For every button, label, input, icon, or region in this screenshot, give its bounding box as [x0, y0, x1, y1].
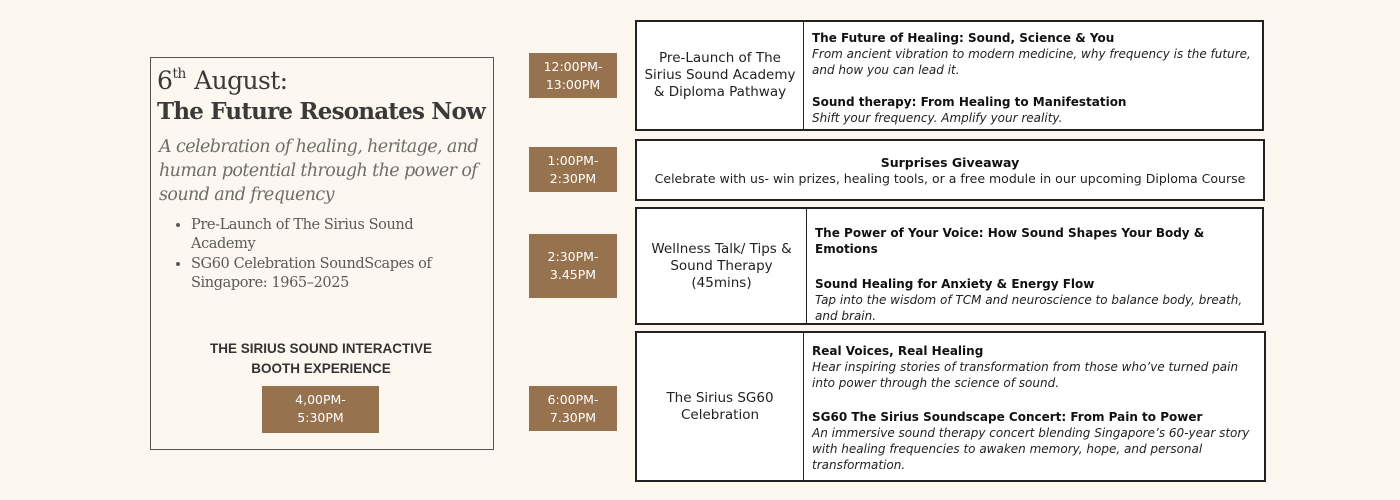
- session-label: The Sirius SG60 Celebration: [637, 333, 804, 480]
- session-label: Wellness Talk/ Tips & Sound Therapy (45mins): [637, 209, 807, 323]
- session-item-title: Real Voices, Real Healing: [812, 344, 984, 358]
- time-start: 12:00PM-: [543, 58, 603, 74]
- time-start: 1:00PM-: [547, 152, 599, 168]
- session-box: [635, 207, 1264, 325]
- session-item-desc: Hear inspiring stories of transformation from those who’ve turned pain into power through the science of sound.: [812, 360, 1239, 390]
- session-item-desc: Shift your frequency. Amplify your reality.: [812, 111, 1063, 125]
- date-day: 6: [157, 66, 173, 95]
- session-item-title: Sound therapy: From Healing to Manifestation: [812, 95, 1127, 109]
- session-details: [807, 209, 1262, 323]
- event-card: [150, 57, 494, 450]
- session-details: [804, 333, 1264, 480]
- session-item-desc: An immersive sound therapy concert blending Singapore’s 60-year story with healing frequencies to awaken memory, hope, and personal transformation.: [812, 426, 1250, 472]
- session-item-title: The Power of Your Voice: How Sound Shapes Your Body & Emotions: [815, 226, 1205, 256]
- time-badge: [529, 147, 617, 192]
- session-item-title: The Future of Healing: Sound, Science & You: [812, 31, 1115, 45]
- time-end: 7.30PM: [549, 409, 597, 425]
- booth-time-end: 5:30PM: [297, 410, 344, 425]
- booth-time-start: 4,00PM-: [295, 392, 346, 407]
- time-end: 13:00PM: [545, 76, 601, 92]
- date-month: August:: [186, 66, 288, 95]
- booth-title-line: BOOTH EXPERIENCE: [251, 361, 391, 376]
- booth-time-badge: [262, 386, 379, 433]
- giveaway-title: Surprises Giveaway: [880, 155, 1020, 170]
- time-badge: [529, 53, 617, 98]
- session-item-title: SG60 The Sirius Soundscape Concert: From Pain to Power: [812, 410, 1203, 424]
- event-subtitle: A celebration of healing, heritage, and human potential through the power of sound and frequency: [159, 137, 478, 205]
- date-suffix: th: [172, 66, 186, 82]
- session-details: [804, 22, 1262, 129]
- session-label: Pre-Launch of The Sirius Sound Academy & Diploma Pathway: [637, 22, 804, 129]
- time-end: 3.45PM: [549, 267, 597, 282]
- time-badge: [529, 234, 617, 298]
- session-item-title: Sound Healing for Anxiety & Energy Flow: [815, 277, 1095, 291]
- session-box: [635, 331, 1266, 482]
- session-item-desc: Tap into the wisdom of TCM and neuroscience to balance body, breath, and brain.: [815, 293, 1243, 323]
- giveaway-desc: Celebrate with us- win prizes, healing tools, or a free module in our upcoming Diploma Course: [654, 171, 1246, 186]
- session-item-desc: From ancient vibration to modern medicine, why frequency is the future, and how you can lead it.: [812, 47, 1251, 77]
- session-box: [635, 139, 1265, 201]
- time-start: 6:00PM-: [547, 391, 599, 407]
- time-start: 2:30PM-: [547, 249, 599, 264]
- time-badge: [529, 386, 617, 431]
- booth-title: [151, 339, 491, 379]
- event-date: [157, 66, 287, 95]
- highlight-item: • SG60 Celebration SoundScapes of Singapore: 1965–2025: [191, 255, 481, 293]
- session-box: [635, 20, 1264, 131]
- time-end: 2:30PM: [549, 170, 597, 186]
- highlight-item: • Pre-Launch of The Sirius Sound Academy: [191, 216, 481, 254]
- booth-title-line: THE SIRIUS SOUND INTERACTIVE: [209, 341, 433, 356]
- event-headline: The Future Resonates Now: [157, 98, 486, 125]
- highlights-list: [191, 216, 481, 294]
